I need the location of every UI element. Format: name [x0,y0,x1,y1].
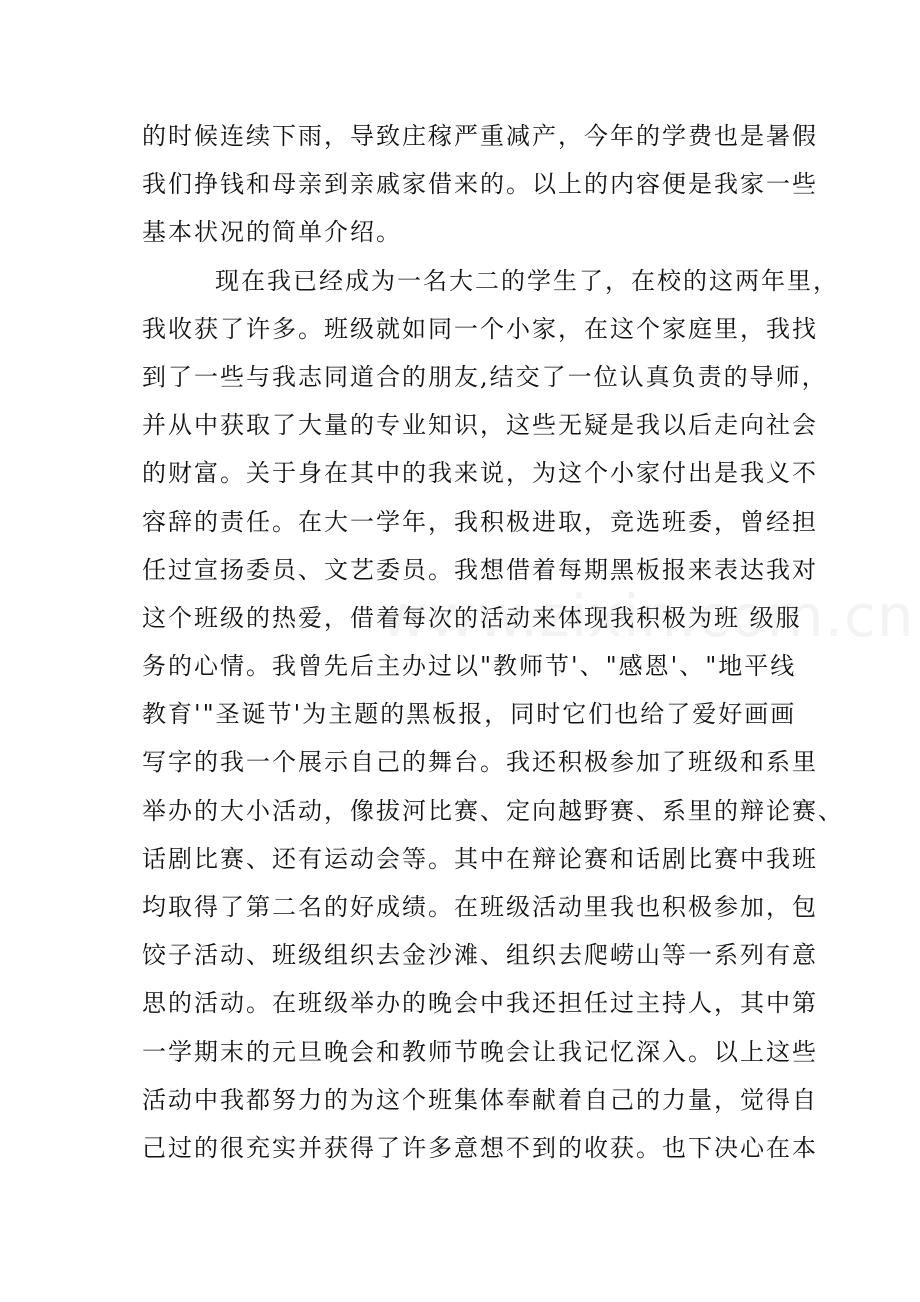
paragraph-first-line: 现在我已经成为一名大二的学生了，在校的这两年里， [215,266,839,295]
text-line: 举办的大小活动，像拔河比赛、定向越野赛、系里的辩论赛、 [142,796,844,825]
text-line: 话剧比赛、还有运动会等。其中在辩论赛和话剧比赛中我班 [142,844,818,873]
text-line: 活动中我都努力的为这个班集体奉献着自己的力量，觉得自 [142,1085,818,1114]
text-line: 思的活动。在班级举办的晚会中我还担任过主持人，其中第 [142,989,818,1018]
text-line: 我收获了许多。班级就如同一个小家，在这个家庭里，我找 [142,314,818,343]
text-line: 写字的我一个展示自己的舞台。我还积极参加了班级和系里 [142,748,818,777]
text-line: 这个班级的热爱，借着每次的活动来体现我积极为班 级服 [142,603,802,632]
text-line: 我们挣钱和母亲到亲戚家借来的。以上的内容便是我家一些 [142,170,818,199]
text-line: 基本状况的简单介绍。 [142,218,402,247]
text-line: 到了一些与我志同道合的朋友,结交了一位认真负责的导师， [142,362,828,391]
text-line: 的时候连续下雨，导致庄稼严重减产，今年的学费也是暑假 [142,122,818,150]
text-line: 的财富。关于身在其中的我来说，为这个小家付出是我义不 [142,459,818,488]
text-line: 教育'"圣诞节'为主题的黑板报，同时它们也给了爱好画画 [142,700,797,729]
text-line: 均取得了第二名的好成绩。在班级活动里我也积极参加，包 [142,893,818,921]
body-text [142,112,844,1172]
text-line: 一学期末的元旦晚会和教师节晚会让我记忆深入。以上这些 [142,1037,818,1066]
text-line: 容辞的责任。在大一学年，我积极进取，竞选班委，曾经担 [142,507,818,536]
text-line: 并从中获取了大量的专业知识，这些无疑是我以后走向社会 [142,411,818,440]
text-line: 务的心情。我曾先后主办过以"教师节'、"感恩'、"地平线 [142,652,797,681]
text-line: 己过的很充实并获得了许多意想不到的收获。也下决心在本 [142,1133,818,1162]
text-line: 任过宣扬委员、文艺委员。我想借着每期黑板报来表达我对 [142,555,818,584]
text-line: 饺子活动、班级组织去金沙滩、组织去爬崂山等一系列有意 [142,941,818,970]
